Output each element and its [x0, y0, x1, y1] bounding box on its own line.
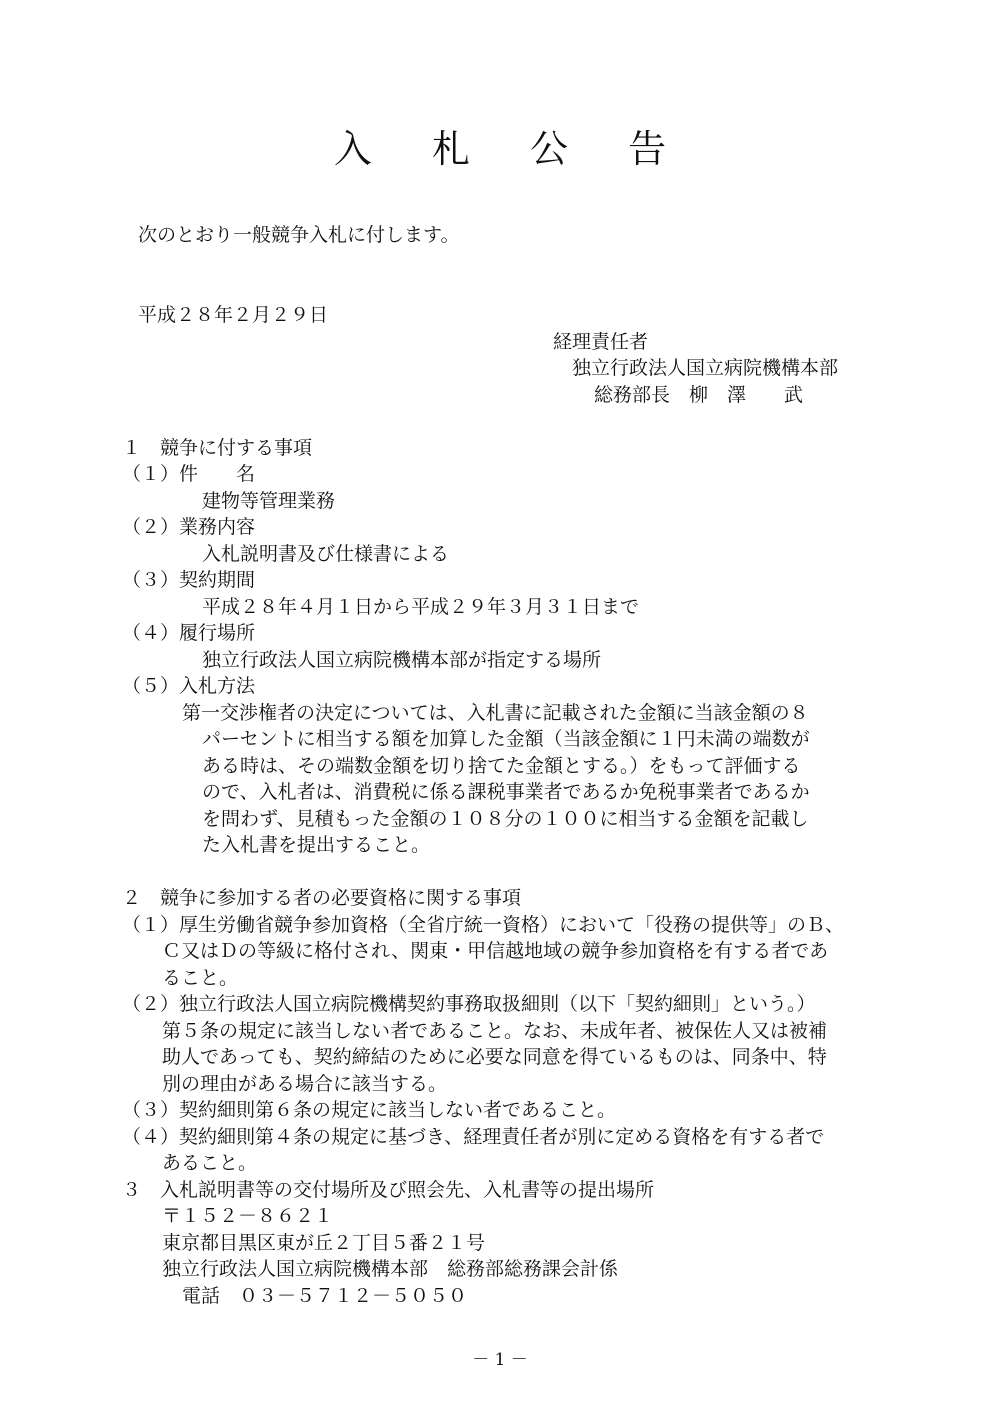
section1-item-label: （２）業務内容 — [122, 516, 256, 538]
qualification-line: 助人であっても、契約締結のために必要な同意を得ているものは、同条中、特 — [162, 1046, 827, 1068]
qualification-line: 別の理由がある場合に該当する。 — [162, 1073, 448, 1095]
section1-item-label: （３）契約期間 — [122, 569, 256, 591]
qualification-line: （３）契約細則第６条の規定に該当しない者であること。 — [122, 1099, 617, 1121]
phone-number: 電話 ０３－５７１２－５０５０ — [182, 1285, 468, 1307]
section1-item-content: 平成２８年４月１日から平成２９年３月３１日まで — [202, 596, 640, 618]
section1-item-label: （５）入札方法 — [122, 675, 256, 697]
issue-date: 平成２８年２月２９日 — [138, 304, 329, 326]
qualification-line: Ｃ又はＤの等級に格付され、関東・甲信越地域の競争参加資格を有する者であ — [162, 940, 829, 962]
section2-heading: ２ 競争に参加する者の必要資格に関する事項 — [122, 887, 522, 909]
qualification-line: 第５条の規定に該当しない者であること。なお、未成年者、被保佐人又は被補 — [162, 1020, 828, 1042]
postal-code: 〒１５２－８６２１ — [162, 1205, 334, 1227]
bid-method-line: ので、入札者は、消費税に係る課税事業者であるか免税事業者であるか — [202, 781, 810, 803]
bid-method-line: を問わず、見積もった金額の１０８分の１００に相当する金額を記載し — [202, 808, 809, 830]
document-title: 入 札 公 告 — [333, 127, 691, 171]
section1-heading: １ 競争に付する事項 — [122, 437, 313, 459]
qualification-line: （２）独立行政法人国立病院機構契約事務取扱細則（以下「契約細則」という。） — [122, 993, 816, 1015]
qualification-line: ること。 — [162, 967, 239, 989]
address: 東京都目黒区東が丘２丁目５番２１号 — [162, 1232, 486, 1254]
intro-text: 次のとおり一般競争入札に付します。 — [138, 224, 460, 246]
section1-item-content: 独立行政法人国立病院機構本部が指定する場所 — [202, 649, 602, 671]
contact-department: 独立行政法人国立病院機構本部 総務部総務課会計係 — [162, 1258, 619, 1280]
issuer-role: 経理責任者 — [553, 331, 649, 353]
section1-item-content: 入札説明書及び仕様書による — [202, 543, 450, 565]
qualification-line: （１）厚生労働省競争参加資格（全省庁統一資格）において「役務の提供等」のＢ、 — [122, 914, 845, 936]
section3-heading: ３ 入札説明書等の交付場所及び照会先、入札書等の提出場所 — [122, 1179, 655, 1201]
page-number: － 1 － — [472, 1350, 528, 1370]
section1-item-content: 建物等管理業務 — [202, 490, 336, 512]
issuer-organization: 独立行政法人国立病院機構本部 — [572, 357, 839, 379]
bid-method-line: パーセントに相当する額を加算した金額（当該金額に１円未満の端数が — [202, 728, 810, 750]
qualification-line: （４）契約細則第４条の規定に基づき、経理責任者が別に定める資格を有する者で — [122, 1126, 825, 1148]
bid-method-line: 第一交渉権者の決定については、入札書に記載された金額に当該金額の８ — [182, 702, 809, 724]
section1-item-label: （４）履行場所 — [122, 622, 256, 644]
bid-method-line: ある時は、その端数金額を切り捨てた金額とする。）をもって評価する — [202, 755, 801, 777]
bid-method-line: た入札書を提出すること。 — [202, 834, 431, 856]
qualification-line: あること。 — [162, 1152, 258, 1174]
issuer-person: 総務部長 柳 澤 武 — [594, 384, 804, 406]
section1-item-label: （１）件 名 — [122, 463, 256, 485]
